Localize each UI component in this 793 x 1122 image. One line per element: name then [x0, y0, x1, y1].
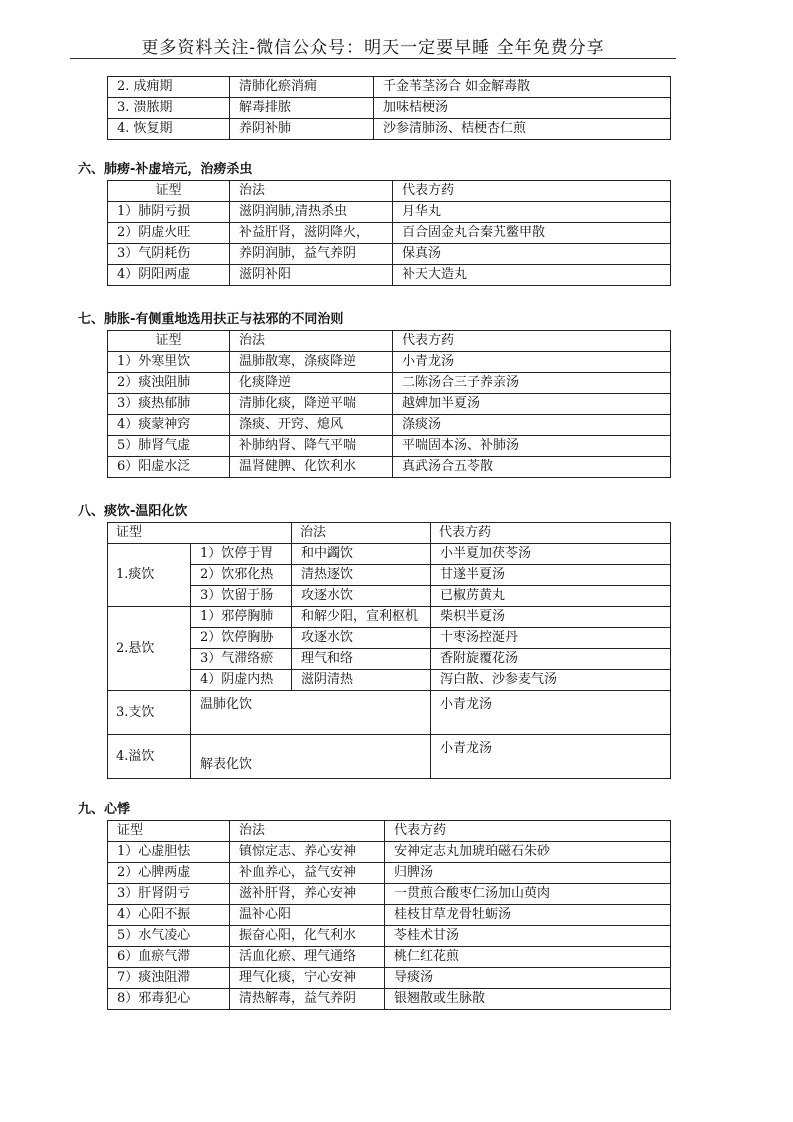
pattern-cell: 2）阴虚火旺 — [108, 223, 230, 244]
method-cell: 温补心阳 — [230, 905, 385, 926]
method-cell: 振奋心阳，化气利水 — [230, 926, 385, 947]
formula: 已椒苈黄丸 — [431, 586, 671, 607]
table-row — [108, 968, 671, 989]
formula-cell: 越婢加半夏汤 — [393, 394, 671, 415]
formula-cell: 加味桔梗汤 — [374, 98, 671, 119]
pattern-cell: 3. 溃脓期 — [108, 98, 230, 119]
method: 理气和络 — [292, 649, 431, 670]
header-method: 治法 — [230, 331, 393, 352]
method-cell: 养阴补肺 — [230, 119, 374, 140]
header-method: 治法 — [230, 181, 393, 202]
method-cell: 理气化痰，宁心安神 — [230, 968, 385, 989]
section-8-title: 八、痰饮-温阳化饮 — [78, 504, 188, 519]
formula-cell: 导痰汤 — [385, 968, 671, 989]
table-row — [108, 586, 671, 607]
header-formula: 代表方药 — [385, 821, 671, 842]
table-row — [108, 607, 671, 628]
sub-pattern: 1）邪停胸肺 — [191, 607, 292, 628]
formula-cell: 桂枝甘草龙骨牡蛎汤 — [385, 905, 671, 926]
method: 解表化饮 — [191, 735, 431, 779]
method-cell: 滋阴润肺,清热杀虫 — [230, 202, 393, 223]
table-row — [108, 119, 671, 140]
header-pattern: 证型 — [108, 331, 230, 352]
formula: 甘遂半夏汤 — [431, 565, 671, 586]
method: 攻逐水饮 — [292, 628, 431, 649]
formula: 小青龙汤 — [431, 735, 671, 779]
formula-cell: 安神定志丸加琥珀磁石朱砂 — [385, 842, 671, 863]
formula-cell: 百合固金丸合秦艽鳖甲散 — [393, 223, 671, 244]
table-lung-abscess-cont — [107, 76, 671, 140]
table-row — [108, 842, 671, 863]
formula-cell: 月华丸 — [393, 202, 671, 223]
formula-cell: 二陈汤合三子养亲汤 — [393, 373, 671, 394]
pattern-cell: 1）心虚胆怯 — [108, 842, 230, 863]
pattern-cell: 6）血瘀气滞 — [108, 947, 230, 968]
method-cell: 涤痰、开窍、熄风 — [230, 415, 393, 436]
group-name: 3.支饮 — [108, 691, 191, 735]
table-row — [108, 265, 671, 286]
method-cell: 镇惊定志、养心安神 — [230, 842, 385, 863]
method-cell: 温肾健脾、化饮利水 — [230, 457, 393, 478]
table-row — [108, 565, 671, 586]
method-cell: 解毒排脓 — [230, 98, 374, 119]
table-row — [108, 77, 671, 98]
formula: 十枣汤控涎丹 — [431, 628, 671, 649]
group-name: 1.痰饮 — [108, 544, 191, 607]
formula-cell: 补天大造丸 — [393, 265, 671, 286]
header-pattern: 证型 — [108, 181, 230, 202]
method: 攻逐水饮 — [292, 586, 431, 607]
formula: 小半夏加茯苓汤 — [431, 544, 671, 565]
pattern-cell: 5）肺肾气虚 — [108, 436, 230, 457]
method-cell: 化痰降逆 — [230, 373, 393, 394]
sub-pattern: 2）饮邪化热 — [191, 565, 292, 586]
formula-cell: 一贯煎合酸枣仁汤加山萸肉 — [385, 884, 671, 905]
table-row — [108, 735, 671, 779]
pattern-cell: 6）阳虚水泛 — [108, 457, 230, 478]
formula: 小青龙汤 — [431, 691, 671, 735]
formula-cell: 银翘散或生脉散 — [385, 989, 671, 1010]
method-cell: 滋阴补阳 — [230, 265, 393, 286]
table-lung-distension — [107, 330, 671, 478]
formula-cell: 沙参清肺汤、桔梗杏仁煎 — [374, 119, 671, 140]
table-row — [108, 691, 671, 735]
section-9-title: 九、心悸 — [78, 802, 131, 817]
method-cell: 补肺纳肾、降气平喘 — [230, 436, 393, 457]
table-row — [108, 98, 671, 119]
pattern-cell: 4）心阳不振 — [108, 905, 230, 926]
table-row — [108, 436, 671, 457]
table-row — [108, 989, 671, 1010]
method-cell: 温肺散寒，涤痰降逆 — [230, 352, 393, 373]
method-cell: 养阴润肺，益气养阴 — [230, 244, 393, 265]
pattern-cell: 2）心脾两虚 — [108, 863, 230, 884]
table-row — [108, 544, 671, 565]
table-row — [108, 394, 671, 415]
method-cell: 活血化瘀、理气通络 — [230, 947, 385, 968]
formula-cell: 小青龙汤 — [393, 352, 671, 373]
pattern-cell: 8）邪毒犯心 — [108, 989, 230, 1010]
group-name: 2.悬饮 — [108, 607, 191, 691]
group-name: 4.溢饮 — [108, 735, 191, 779]
formula-cell: 桃仁红花煎 — [385, 947, 671, 968]
table-row — [108, 223, 671, 244]
pattern-cell: 1）肺阴亏损 — [108, 202, 230, 223]
pattern-cell: 5）水气凌心 — [108, 926, 230, 947]
table-row — [108, 415, 671, 436]
pattern-cell: 3）肝肾阴亏 — [108, 884, 230, 905]
table-row — [108, 884, 671, 905]
method-cell: 清肺化痰，降逆平喘 — [230, 394, 393, 415]
header-formula: 代表方药 — [431, 523, 671, 544]
sub-pattern: 2）饮停胸胁 — [191, 628, 292, 649]
header-pattern: 证型 — [108, 821, 230, 842]
method-cell: 清热解毒，益气养阴 — [230, 989, 385, 1010]
method: 和中蠲饮 — [292, 544, 431, 565]
method: 滋阴清热 — [292, 670, 431, 691]
table-palpitation — [107, 820, 671, 1010]
method-cell: 清肺化瘀消痈 — [230, 77, 374, 98]
formula: 柴枳半夏汤 — [431, 607, 671, 628]
method-cell: 滋补肝肾，养心安神 — [230, 884, 385, 905]
table-header-row — [108, 331, 671, 352]
table-row — [108, 905, 671, 926]
header-pattern: 证型 — [108, 523, 292, 544]
sub-pattern: 4）阴虚内热 — [191, 670, 292, 691]
table-row — [108, 926, 671, 947]
header-formula: 代表方药 — [393, 331, 671, 352]
formula-cell: 真武汤合五苓散 — [393, 457, 671, 478]
method: 温肺化饮 — [191, 691, 431, 735]
formula: 香附旋覆花汤 — [431, 649, 671, 670]
pattern-cell: 1）外寒里饮 — [108, 352, 230, 373]
formula-cell: 涤痰汤 — [393, 415, 671, 436]
page-header: 更多资料关注-微信公众号：明天一定要早睡 全年免费分享 — [70, 38, 676, 59]
table-row — [108, 202, 671, 223]
pattern-cell: 7）痰浊阻滞 — [108, 968, 230, 989]
formula-cell: 千金苇茎汤合 如金解毒散 — [374, 77, 671, 98]
method: 和解少阳，宣利枢机 — [292, 607, 431, 628]
table-header-row — [108, 523, 671, 544]
method-cell: 补血养心，益气安神 — [230, 863, 385, 884]
pattern-cell: 4）痰蒙神窍 — [108, 415, 230, 436]
section-6-title: 六、肺痨-补虚培元，治痨杀虫 — [78, 162, 253, 177]
formula-cell: 保真汤 — [393, 244, 671, 265]
table-row — [108, 352, 671, 373]
pattern-cell: 2）痰浊阻肺 — [108, 373, 230, 394]
formula-cell: 苓桂术甘汤 — [385, 926, 671, 947]
formula: 泻白散、沙参麦气汤 — [431, 670, 671, 691]
table-row — [108, 670, 671, 691]
section-7-title: 七、肺胀-有侧重地选用扶正与祛邪的不同治则 — [78, 312, 344, 327]
table-row — [108, 628, 671, 649]
method-cell: 补益肝肾，滋阴降火， — [230, 223, 393, 244]
formula-cell: 归脾汤 — [385, 863, 671, 884]
table-row — [108, 649, 671, 670]
header-method: 治法 — [292, 523, 431, 544]
table-row — [108, 863, 671, 884]
pattern-cell: 2. 成痈期 — [108, 77, 230, 98]
header-method: 治法 — [230, 821, 385, 842]
table-row — [108, 244, 671, 265]
sub-pattern: 3）气滞络瘀 — [191, 649, 292, 670]
method: 清热逐饮 — [292, 565, 431, 586]
header-formula: 代表方药 — [393, 181, 671, 202]
pattern-cell: 4. 恢复期 — [108, 119, 230, 140]
sub-pattern: 1）饮停于胃 — [191, 544, 292, 565]
formula-cell: 平喘固本汤、补肺汤 — [393, 436, 671, 457]
pattern-cell: 3）气阴耗伤 — [108, 244, 230, 265]
table-header-row — [108, 181, 671, 202]
table-row — [108, 457, 671, 478]
pattern-cell: 4）阴阳两虚 — [108, 265, 230, 286]
table-row — [108, 373, 671, 394]
table-header-row — [108, 821, 671, 842]
sub-pattern: 3）饮留于肠 — [191, 586, 292, 607]
pattern-cell: 3）痰热郁肺 — [108, 394, 230, 415]
table-lung-consumption — [107, 180, 671, 286]
table-phlegm-fluid — [107, 522, 671, 779]
table-row — [108, 947, 671, 968]
